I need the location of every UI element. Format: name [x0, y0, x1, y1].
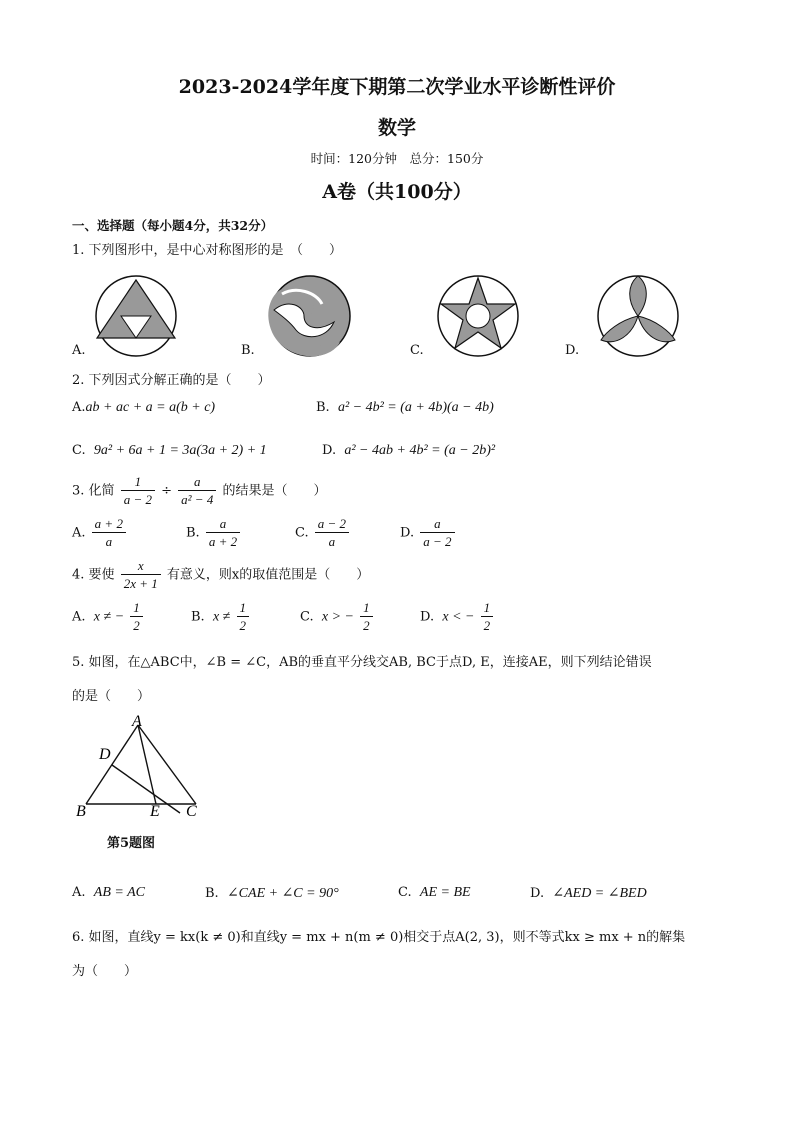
q3-prefix: 3. 化简	[72, 483, 115, 499]
q3-stem	[72, 474, 326, 508]
q3-divide: ÷	[161, 483, 173, 499]
q4-option-a	[72, 600, 145, 634]
q5-label-a: A	[132, 713, 142, 730]
q4-option-d	[420, 600, 495, 634]
q1-option-d: D.	[565, 343, 580, 358]
q5-d-label: D.	[530, 886, 545, 901]
q3-d-fraction	[420, 516, 454, 550]
q2-d-label: D.	[322, 443, 337, 458]
q3-c-den: a	[315, 532, 349, 550]
q4-suffix: 有意义，则x的取值范围是（ ）	[166, 567, 370, 583]
q2-a-expr: ab + ac + a = a(b + c)	[85, 400, 216, 415]
q6-stem-line2: 为（ ）	[72, 964, 138, 979]
q3-b-fraction	[206, 516, 240, 550]
subject-title: 数学	[377, 117, 416, 139]
q2-b-label: B.	[316, 400, 330, 415]
q4-a-fraction	[130, 600, 143, 634]
q2-a-label: A.	[72, 400, 86, 415]
q1-option-a: A.	[72, 343, 86, 358]
q3-d-den: a − 2	[420, 532, 454, 550]
q5-b-expr: ∠CAE + ∠C = 90°	[226, 886, 339, 901]
q3-suffix: 的结果是（ ）	[222, 483, 327, 499]
q2-option-d	[322, 443, 495, 459]
q5-d-expr: ∠AED = ∠BED	[552, 886, 647, 901]
q4-d-rel: x < −	[442, 609, 475, 625]
q4-a-num: 1	[133, 600, 140, 615]
q5-a-label: A.	[72, 885, 86, 900]
q3-option-c	[295, 516, 351, 550]
q2-c-expr: 9a² + 6a + 1 = 3a(3a + 2) + 1	[93, 443, 267, 458]
q1-option-c: C.	[410, 343, 424, 358]
q4-b-rel: x ≠	[212, 609, 231, 625]
q3-a-fraction	[92, 516, 126, 550]
q4-stem	[72, 558, 369, 592]
q4-option-b	[191, 600, 251, 634]
q4-f-num: x	[137, 558, 144, 573]
q3-c-num: a − 2	[317, 516, 347, 531]
q2-option-b	[316, 400, 494, 416]
q5-triangle-figure	[68, 710, 218, 825]
q5-stem-line2: 的是（ ）	[72, 689, 151, 704]
q5-a-expr: AB = AC	[93, 885, 145, 900]
q3-a-num: a + 2	[94, 516, 123, 531]
q3-d-label: D.	[400, 525, 415, 541]
q1-figure-c	[438, 276, 518, 356]
q5-b-label: B.	[205, 886, 219, 901]
q2-b-expr: a² − 4b² = (a + 4b)(a − 4b)	[337, 400, 494, 415]
q3-f2-num: a	[193, 474, 201, 489]
q3-f1-num: 1	[134, 474, 142, 489]
q3-option-a	[72, 516, 128, 550]
q4-d-num: 1	[483, 600, 491, 615]
q1-figure-a	[96, 276, 176, 356]
q5-label-c: C	[186, 803, 197, 820]
q4-a-label: A.	[72, 609, 86, 625]
q5-figure-caption: 第5题图	[107, 836, 156, 851]
q4-f-den: 2x + 1	[121, 574, 161, 592]
volume-title: A卷（共100分）	[322, 181, 472, 203]
q4-c-num: 1	[363, 600, 370, 615]
q1-stem: 1. 下列图形中，是中心对称图形的是 （ ）	[72, 243, 343, 258]
section-heading: 一、选择题（每小题4分，共32分）	[72, 218, 274, 233]
q3-option-b	[186, 516, 242, 550]
q4-b-label: B.	[191, 609, 205, 625]
q3-b-num: a	[219, 516, 227, 531]
q4-d-label: D.	[420, 609, 435, 625]
q4-d-fraction	[481, 600, 494, 634]
q1-option-b: B.	[241, 343, 255, 358]
q4-b-num: 1	[239, 600, 246, 615]
q6-stem-line1: 6. 如图，直线y = kx(k ≠ 0)和直线y = mx + n(m ≠ 0)相交于点A(2, 3)，则不等式kx ≥ mx + n的解集	[72, 930, 686, 945]
q2-option-c	[72, 443, 267, 459]
q3-c-label: C.	[295, 525, 309, 541]
q3-f1-den: a − 2	[121, 490, 155, 508]
q3-a-den: a	[92, 532, 126, 550]
q5-label-d: D	[99, 746, 111, 763]
q4-d-den: 2	[481, 616, 494, 634]
q4-a-rel: x ≠ −	[93, 609, 125, 625]
exam-title: 2023-2024学年度下期第二次学业水平诊断性评价	[178, 76, 616, 98]
q5-option-b	[205, 885, 339, 902]
q3-fraction-2	[178, 474, 216, 508]
q4-fraction	[121, 558, 161, 592]
q3-a-label: A.	[72, 525, 86, 541]
q5-option-a	[72, 885, 145, 901]
q3-b-den: a + 2	[206, 532, 240, 550]
q5-c-expr: AE = BE	[419, 885, 471, 900]
q2-d-expr: a² − 4ab + 4b² = (a − 2b)²	[344, 443, 496, 458]
q3-fraction-1	[121, 474, 155, 508]
q2-c-label: C.	[72, 443, 86, 458]
q4-a-den: 2	[130, 616, 143, 634]
q4-c-label: C.	[300, 609, 314, 625]
q4-prefix: 4. 要使	[72, 567, 115, 583]
q5-c-label: C.	[398, 885, 412, 900]
q4-c-den: 2	[360, 616, 373, 634]
q3-option-d	[400, 516, 457, 550]
q5-stem-line1: 5. 如图，在△ABC中，∠B = ∠C，AB的垂直平分线交AB, BC于点D, E，连接AE，则下列结论错误	[72, 655, 652, 670]
q4-b-fraction	[237, 600, 250, 634]
q5-option-d	[530, 885, 647, 902]
q4-b-den: 2	[237, 616, 250, 634]
q2-stem: 2. 下列因式分解正确的是（ ）	[72, 373, 271, 388]
q4-option-c	[300, 600, 375, 634]
q2-option-a	[72, 400, 215, 416]
q3-b-label: B.	[186, 525, 200, 541]
q5-label-e: E	[150, 803, 160, 820]
q5-option-c	[398, 885, 471, 901]
q3-d-num: a	[434, 516, 441, 531]
time-info: 时间：120分钟 总分：150分	[310, 151, 484, 166]
q5-label-b: B	[76, 803, 86, 820]
q4-c-rel: x > −	[321, 609, 354, 625]
q1-figure-b	[268, 276, 350, 356]
q4-c-fraction	[360, 600, 373, 634]
q3-f2-den: a² − 4	[178, 490, 216, 508]
q1-figure-d	[598, 276, 678, 356]
q3-c-fraction	[315, 516, 349, 550]
